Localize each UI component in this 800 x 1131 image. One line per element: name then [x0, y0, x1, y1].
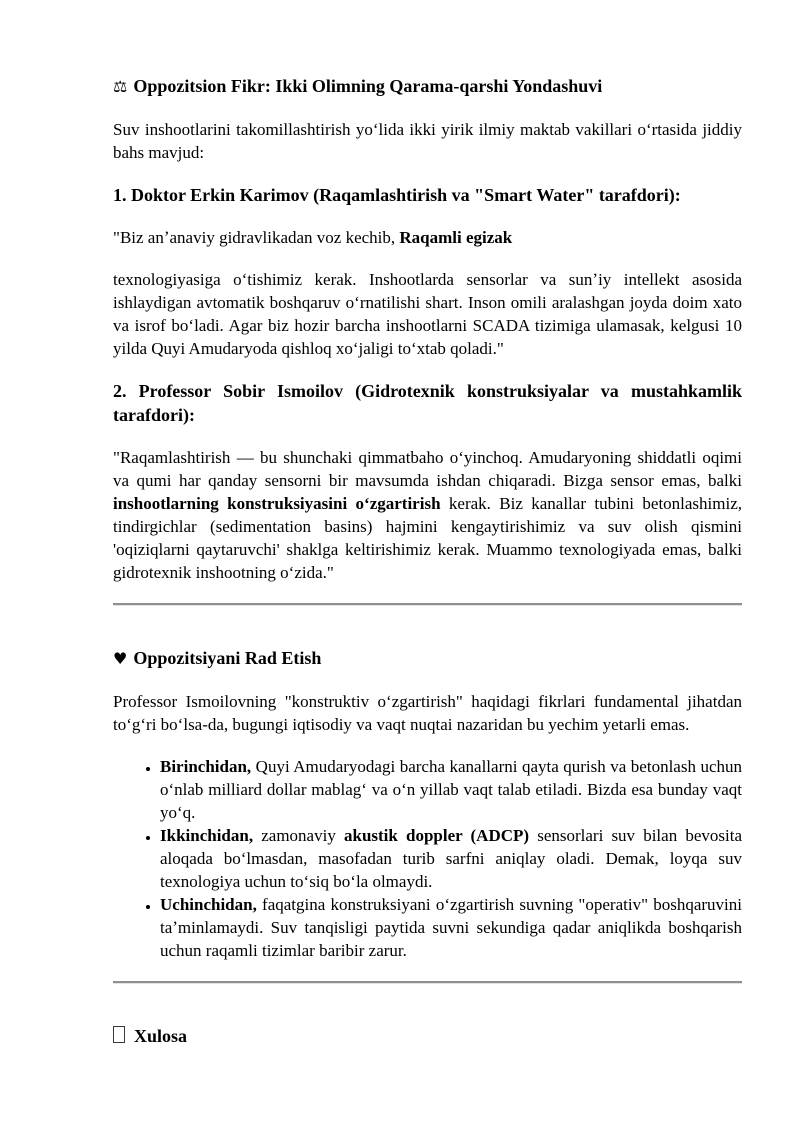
list-item-lead: Uchinchidan, [160, 895, 257, 914]
page-title-text: Oppozitsion Fikr: Ikki Olimning Qarama-qarshi Yondashuvi [133, 76, 603, 96]
scales-icon: ⚖ [113, 77, 128, 96]
intro-paragraph: Suv inshootlarini takomillashtirish yoʻlida ikki yirik ilmiy maktab vakillari oʻrtasida jiddiy bahs mavjud: [113, 120, 742, 162]
rebuttal-heading [113, 646, 742, 671]
scientist1-quote-lead [113, 226, 742, 249]
list-item [160, 755, 742, 824]
list-item [160, 893, 742, 962]
list-item-text: zamonaviy [253, 826, 344, 845]
scientist1-quote-body: texnologiyasiga oʻtishimiz kerak. Inshootlarda sensorlar va sunʼiy intellekt asosida ishlaydigan avtomatik boshqaruv oʻrnatilishi shart. Inson omili aralashgan joyda doim xato va isrof boʻladi. Agar biz hozir barcha inshootlarni SCADA tizimiga ulamasak, kelgusi 10 yilda Quyi Amudaryoda qishloq xoʻjaligi toʻxtab qoladi." [113, 270, 742, 358]
section-divider [113, 981, 742, 984]
quote-lead-bold-term: Raqamli egizak [399, 228, 513, 247]
list-item-text: faqatgina konstruksiyani oʻzgartirish suvning "operativ" boshqaruvini taʼminlamaydi. Suv tanqisligi paytida suvni sekundiga qadar aniqlikda boshqarish uchun raqamli tizimlar baribir zarur. [160, 895, 742, 960]
quote-bold-term: inshootlarning konstruksiyasini oʻzgartirish [113, 494, 441, 513]
list-item-bold-term: akustik doppler (ADCP) [343, 826, 530, 845]
missing-glyph-icon [113, 1026, 125, 1043]
list-item-text: Quyi Amudaryodagi barcha kanallarni qayta qurish va betonlash uchun oʻnlab milliard dollar mablagʻ va oʻn yillab vaqt talab etiladi. Bizda esa bunday vaqt yoʻq. [160, 757, 742, 822]
conclusion-heading [113, 1024, 742, 1048]
list-item-lead: Birinchidan, [160, 757, 252, 776]
quote-lead-text: "Biz anʼanaviy gidravlikadan voz kechib, [113, 228, 400, 247]
rebuttal-heading-text: Oppozitsiyani Rad Etish [133, 648, 322, 668]
scientist2-heading: 2. Professor Sobir Ismoilov (Gidrotexnik konstruksiyalar va mustahkamlik tarafdori): [113, 381, 742, 425]
rebuttal-list [113, 755, 742, 962]
section-divider [113, 603, 742, 606]
quote-pre-text: "Raqamlashtirish — bu shunchaki qimmatbaho oʻyinchoq. Amudaryoning shiddatli oqimi va qumi har qanday sensorni bir mavsumda ishdan chiqaradi. Bizga sensor emas, balki [113, 448, 742, 490]
quote-post-text: kerak. Biz kanallar tubini betonlashimiz, tindirgichlar (sedimentation basins) hajmini kengaytirishimiz va suv olish qismini 'oqiziqlarni qaytaruvchi' shaklga keltirishimiz kerak. Muammo texnologiyada emas, balki gidrotexnik inshootning oʻzida." [113, 494, 743, 582]
page-title [113, 74, 742, 99]
list-item-lead: Ikkinchidan, [160, 826, 254, 845]
shield-heart-icon: ♥ [113, 649, 128, 668]
scientist2-quote [113, 446, 742, 584]
list-item-text: sensorlari suv bilan bevosita aloqada boʻlmasdan, masofadan turib sarfni aniqlay oladi. Demak, loyqa suv texnologiya uchun toʻsiq boʻla olmaydi. [160, 826, 742, 891]
list-item [160, 824, 742, 893]
rebuttal-intro: Professor Ismoilovning "konstruktiv oʻzgartirish" haqidagi fikrlari fundamental jihatdan toʻgʻri boʻlsa-da, bugungi iqtisodiy va vaqt nuqtai nazaridan bu yechim yetarli emas. [113, 692, 742, 734]
conclusion-heading-text: Xulosa [134, 1026, 188, 1046]
scientist1-heading: 1. Doktor Erkin Karimov (Raqamlashtirish va "Smart Water" tarafdori): [113, 185, 681, 205]
